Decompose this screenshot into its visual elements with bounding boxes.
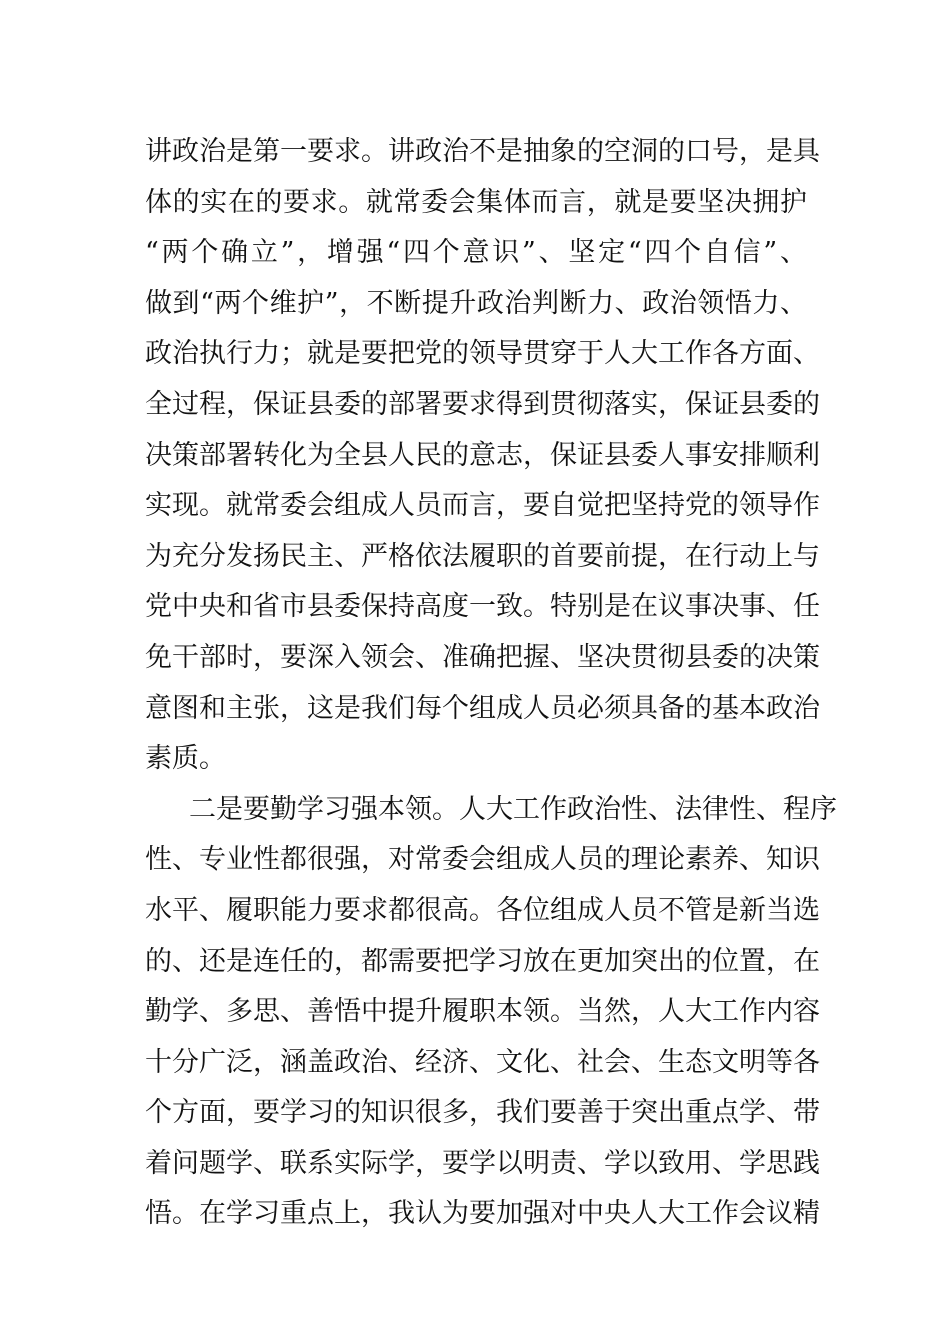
text-line: 全过程，保证县委的部署要求得到贯彻落实，保证县委的 (145, 388, 820, 420)
body-text (145, 127, 837, 1240)
text-line: 实现。就常委会组成人员而言，要自觉把坚持党的领导作 (145, 490, 820, 522)
text-line: 水平、履职能力要求都很高。各位组成人员不管是新当选 (145, 894, 820, 926)
text-line: 免干部时，要深入领会、准确把握、坚决贯彻县委的决策 (145, 641, 820, 673)
text-line: 个方面，要学习的知识很多，我们要善于突出重点学、带 (145, 1097, 820, 1129)
text-line: 悟。在学习重点上，我认为要加强对中央人大工作会议精 (145, 1198, 820, 1230)
text-line: 党中央和省市县委保持高度一致。特别是在议事决事、任 (145, 591, 820, 623)
text-line: 的、还是连任的，都需要把学习放在更加突出的位置，在 (145, 945, 820, 977)
text-line: 体的实在的要求。就常委会集体而言，就是要坚决拥护 (145, 186, 807, 218)
text-line: 政治执行力；就是要把党的领导贯穿于人大工作各方面、 (145, 338, 820, 370)
text-line: 性、专业性都很强，对常委会组成人员的理论素养、知识 (145, 844, 820, 876)
text-line: 做到“两个维护”，不断提升政治判断力、政治领悟力、 (145, 287, 807, 319)
text-line: 勤学、多思、善悟中提升履职本领。当然，人大工作内容 (145, 996, 820, 1028)
text-line: 着问题学、联系实际学，要学以明责、学以致用、学思践 (145, 1147, 820, 1179)
text-line: 为充分发扬民主、严格依法履职的首要前提，在行动上与 (145, 540, 820, 572)
text-line: “两个确立”，增强“四个意识”、坚定“四个自信”、 (145, 237, 807, 269)
text-line: 讲政治是第一要求。讲政治不是抽象的空洞的口号，是具 (145, 136, 820, 167)
text-line: 意图和主张，这是我们每个组成人员必须具备的基本政治 (145, 692, 820, 724)
paragraph-start-line: 二是要勤学习强本领。人大工作政治性、法律性、程序 (189, 793, 837, 825)
paragraph-end-line: 素质。 (145, 743, 226, 775)
text-line: 决策部署转化为全县人民的意志，保证县委人事安排顺利 (145, 439, 820, 471)
text-line: 十分广泛，涵盖政治、经济、文化、社会、生态文明等各 (145, 1046, 820, 1078)
